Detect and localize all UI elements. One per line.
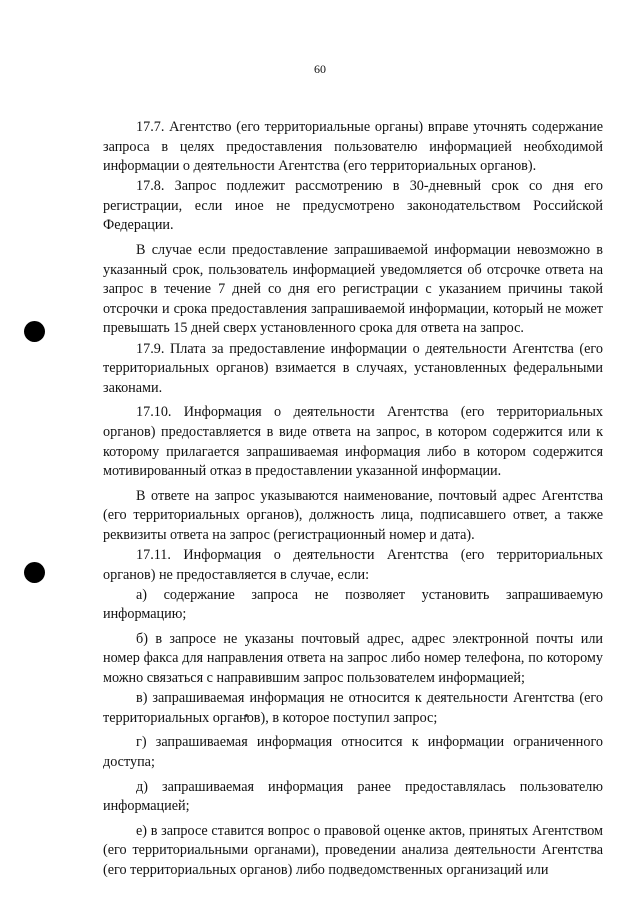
paragraph-17-9: 17.9. Плата за предоставление информации о деятельности Агентства (его территориальных органов) взимается в случаях, установленных федеральными законами. <box>103 340 603 396</box>
document-body <box>103 118 603 881</box>
page-number: 60 <box>314 62 326 76</box>
paragraph-answer-details: В ответе на запрос указываются наименование, почтовый адрес Агентства (его территориальных органов), должность лица, подписавшего ответ, а также реквизиты ответа на запрос (регистрационный номер и дата). <box>103 487 603 543</box>
punch-hole <box>24 562 45 583</box>
list-item-g: г) запрашиваемая информация относится к информации ограниченного доступа; <box>103 734 603 770</box>
paragraph-17-8: 17.8. Запрос подлежит рассмотрению в 30-дневный срок со дня его регистрации, если иное не предусмотрено законодательством Российской Федерации. <box>103 178 603 234</box>
list-item-d: д) запрашиваемая информация ранее предоставлялась пользователю информацией; <box>103 778 603 815</box>
list-item-a: а) содержание запроса не позволяет установить запрашиваемую информацию; <box>103 586 603 623</box>
paragraph-17-10: 17.10. Информация о деятельности Агентства (его территориальных органов) предоставляется в виде ответа на запрос, в котором содержится или к которому прилагается запрашиваемая информация либо в котором содержится мотивированный отказ в предоставлении указанной информации. <box>103 404 603 480</box>
punch-hole <box>24 321 45 342</box>
list-item-v: в) запрашиваемая информация не относится к деятельности Агентства (его территориальных органов), в которое поступил запрос; <box>103 690 603 726</box>
paragraph-deferral: В случае если предоставление запрашиваемой информации невозможно в указанный срок, пользователь информацией уведомляется об отсрочке ответа на запрос в течение 7 дней со дня его регистрации с указанием причины такой отсрочки и срока предоставления запрашиваемой информации, который не может превышать 15 дней сверх установленного срока для ответа на запрос. <box>103 242 603 337</box>
list-item-b: б) в запросе не указаны почтовый адрес, адрес электронной почты или номер факса для направления ответа на запрос либо номер телефона, по которому можно связаться с направившим запрос пользователем информацией; <box>103 630 603 687</box>
paragraph-17-11: 17.11. Информация о деятельности Агентства (его территориальных органов) не предоставляется в случае, если: <box>103 546 603 583</box>
paragraph-17-7: 17.7. Агентство (его территориальные органы) вправе уточнять содержание запроса в целях предоставления пользователю информацией необходимой информации о деятельности Агентства (его территориальных органов). <box>103 119 603 175</box>
list-item-e: е) в запросе ставится вопрос о правовой оценке актов, принятых Агентством (его территориальными органами), проведении анализа деятельности Агентства (его территориальных органов) либо подведомственных организаций или <box>103 822 603 878</box>
